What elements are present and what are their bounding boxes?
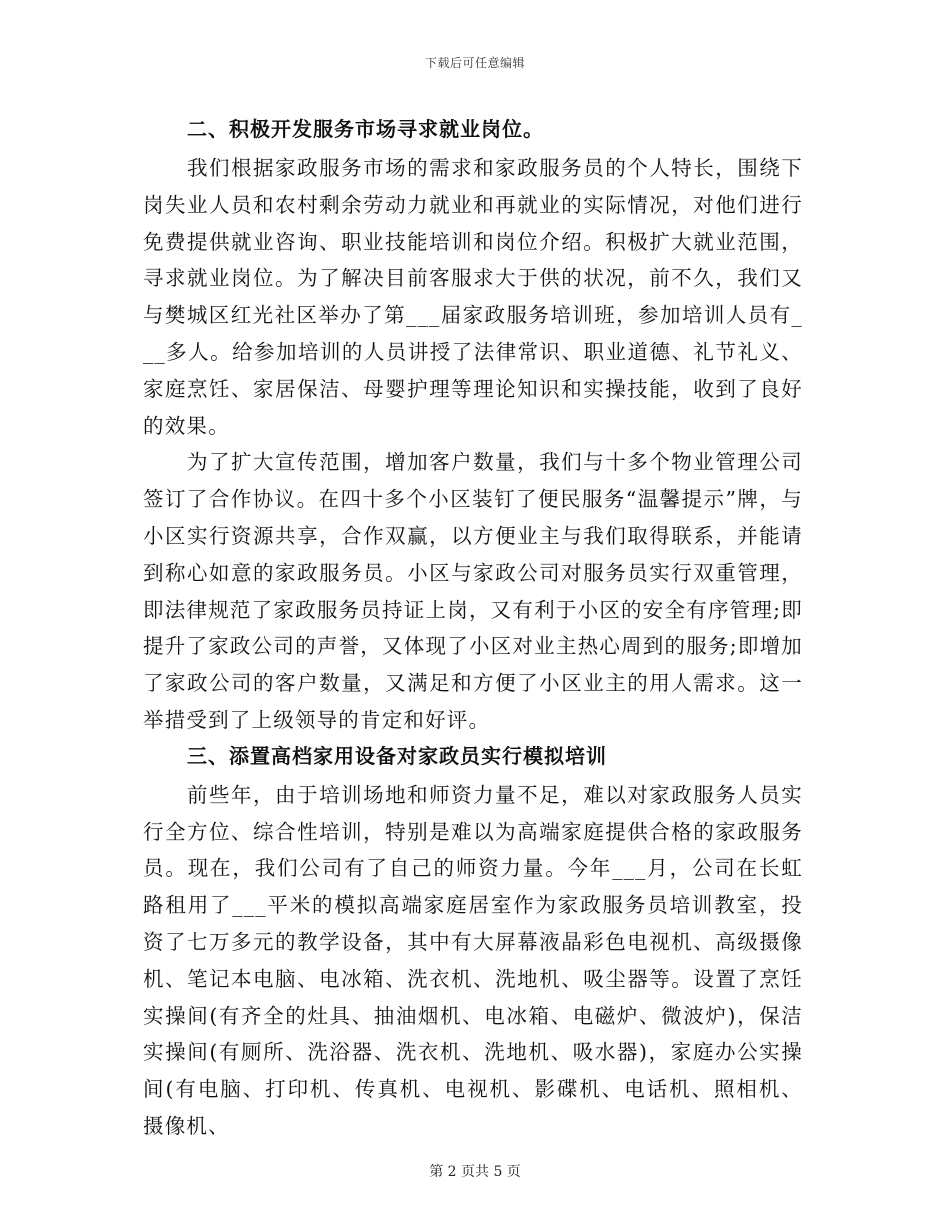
section-heading-2: 二、积极开发服务市场寻求就业岗位。 (187, 117, 544, 141)
page-header: 下载后可任意编辑 (424, 56, 525, 70)
paragraph: 前些年，由于培训场地和师资力量不足，难以对家政服务人员实行全方位、综合性培训，特别是难以为高端家庭提供合格的家政服务员。现在，我们公司有了自己的师资力量。今年___月，公司在长虹路租用了___平米的模拟高端家庭居室作为家政服务员培训教室，投资了七万多元的教学设备，其中有大屏幕液晶彩色电视机、高级摄像机、笔记本电脑、电冰箱、洗衣机、洗地机、吸尘器等。设置了烹饪实操间(有齐全的灶具、抽油烟机、电冰箱、电磁炉、微波炉)，保洁实操间(有厕所、洗浴器、洗衣机、洗地机、吸水器)，家庭办公实操间(有电脑、打印机、传真机、电视机、影碟机、电话机、照相机、摄像机、 (143, 782, 803, 1138)
page-footer: 第 2 页共 5 页 (429, 1164, 521, 1180)
paragraph: 为了扩大宣传范围，增加客户数量，我们与十多个物业管理公司签订了合作协议。在四十多个小区装钉了便民服务“温馨提示”牌，与小区实行资源共享，合作双赢，以方便业主与我们取得联系，并能请到称心如意的家政服务员。小区与家政公司对服务员实行双重管理，即法律规范了家政服务员持证上岗，又有利于小区的安全有序管理;即提升了家政公司的声誉，又体现了小区对业主热心周到的服务;即增加了家政公司的客户数量，又满足和方便了小区业主的用人需求。这一举措受到了上级领导的肯定和好评。 (143, 450, 803, 732)
document-body (143, 112, 803, 1145)
paragraph: 我们根据家政服务市场的需求和家政服务员的个人特长，围绕下岗失业人员和农村剩余劳动力就业和再就业的实际情况，对他们进行免费提供就业咨询、职业技能培训和岗位介绍。积极扩大就业范围，寻求就业岗位。为了解决目前客服求大于供的状况，前不久，我们又与樊城区红光社区举办了第___届家政服务培训班，参加培训人员有___多人。给参加培训的人员讲授了法律常识、职业道德、礼节礼义、家庭烹饪、家居保洁、母婴护理等理论知识和实操技能，收到了良好的效果。 (143, 156, 803, 438)
section-heading-3: 三、添置高档家用设备对家政员实行模拟培训 (187, 743, 607, 768)
